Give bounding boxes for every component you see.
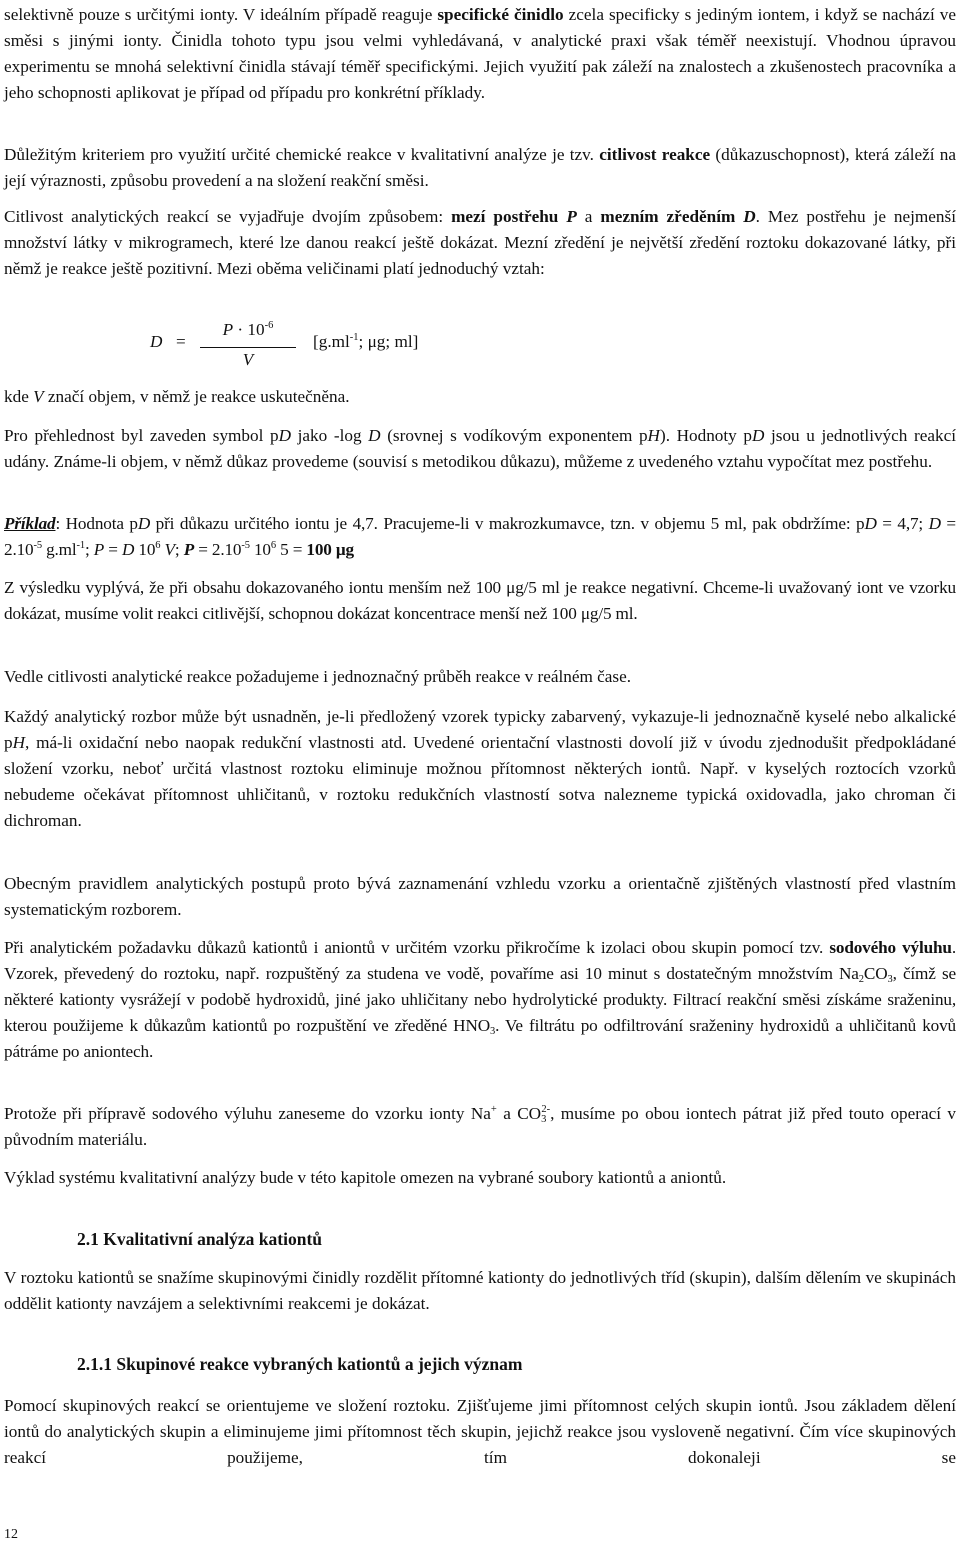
paragraph-cations: V roztoku kationtů se snažíme skupinovými činidly rozdělit přítomné kationty do jednotlivých tříd (skupin), dalším dělením ve skupinách oddělit kationty navzájem a selektivními reakcemi je dokázat. <box>4 1268 956 1313</box>
paragraph-result: Z výsledku vyplývá, že při obsahu dokazovaného iontu menším než 100 μg/5 ml je reakce negativní. Chceme-li uvažovaný iont ve vzorku dokázat, musíme volit reakci citlivější, schopnou dokázat koncentrace menší než 100 μg/5 ml. <box>4 578 956 623</box>
dilution-formula <box>150 318 570 378</box>
paragraph-detection-limit: Citlivost analytických reakcí se vyjadřuje dvojím způsobem: mezí postřehu P a mezním zředěním D. Mez postřehu je nejmenší množství látky v mikrogramech, které lze danou reakcí ještě dokázat. Mezní zředění je největší zředění roztoku dokazované látky, při němž je reakce ještě pozitivní. Mezi oběma veličinami platí jednoduchý vztah: <box>4 207 956 278</box>
paragraph-sensitivity: Důležitým kriteriem pro využití určité chemické reakce v kvalitativní analýze je tzv. citlivost reakce (důkazuschopnost), která záleží na její výraznosti, způsobu provedení a na složení reakční směsi. <box>4 145 956 190</box>
paragraph-sample-properties: Každý analytický rozbor může být usnadněn, je-li předložený vzorek typicky zabarvený, vykazuje-li jednoznačně kyselé nebo alkalické pH, má-li oxidační nebo naopak redukční vlastnosti atd. Uvedené orientační vlastnosti dovolí již v úvodu zjednodušit předpokládané složení vzorku, neboť určitá vlastnost roztoku eliminuje možnou přítomnost některých iontů. Např. v kyselých roztocích vzorků nebudeme očekávat přítomnost uhličitanů, v roztoku redukčních vlastností sotva nalezneme typická oxidovadla, jako chroman či dichroman. <box>4 707 956 830</box>
paragraph-volume-note: kde V značí objem, v němž je reakce uskutečněna. <box>4 387 350 406</box>
fraction-bar <box>200 347 296 348</box>
formula-equals: = <box>176 332 186 351</box>
section-heading-2-1: 2.1 Kvalitativní analýza kationtů <box>77 1229 323 1249</box>
paragraph-group-reactions: Pomocí skupinových reakcí se orientujeme ve složení roztoku. Zjišťujeme jimi přítomnost celých skupin iontů. Jsou základem dělení iontů do analytických skupin a eliminujeme jimi přítomnost těch skupin, jejichž reakce jsou vysloveně negativní. Čím více skupinových reakcí použijeme, tím dokonaleji se <box>4 1396 956 1467</box>
paragraph-specific-reagents: selektivně pouze s určitými ionty. V ideálním případě reaguje specifické činidlo zcela specificky s jediným iontem, i když se nachází ve směsi s jinými ionty. Činidla tohoto typu jsou velmi vyhledávaná, v analytické praxi však téměř neexistují. Vhodnou úpravou experimentu se mnohá selektivní činidla stávají téměř specifickými. Jejich využití pak záleží na znalostech a zkušenostech pracovníka a jeho schopnosti aplikovat je případ od případu pro konkrétní příklady. <box>4 5 956 102</box>
paragraph-pd-symbol: Pro přehlednost byl zaveden symbol pD jako -log D (srovnej s vodíkovým exponentem pH). Hodnoty pD jsou u jednotlivých reakcí udány. Známe-li objem, v němž důkaz provedeme (souvisí s metodikou důkazu), můžeme z uvedeného vztahu vypočítat mez postřehu. <box>4 426 956 471</box>
paragraph-general-rule: Obecným pravidlem analytických postupů proto bývá zaznamenání vzhledu vzorku a orientačně zjištěných vlastností před vlastním systematickým rozborem. <box>4 874 956 919</box>
paragraph-chapter-scope: Výklad systému kvalitativní analýzy bude v této kapitole omezen na vybrané soubory kationtů a aniontů. <box>4 1168 727 1187</box>
formula-numerator: $P \cdot 10^{-6}$ <box>222 320 274 339</box>
formula-units: [$g.ml^{-1}$; μg; ml] <box>313 332 419 351</box>
paragraph-soda-extract: Při analytickém požadavku důkazů kationtů i aniontů v určitém vzorku přikročíme k izolaci obou skupin pomocí tzv. sodového výluhu. Vzorek, převedený do roztoku, např. rozpuštěný za studena ve vodě, povaříme asi 10 minut s dostatečným množstvím $Na_2CO_3$, čímž se některé kationty vysrážejí v podobě hydroxidů, jiné jako uhličitany nebo hydrolytické produkty. Filtrací reakční směsi získáme sraženinu, kterou použijeme k důkazům kationtů po rozpuštění ve zředěné $HNO_3$. Ve filtrátu po odfiltrování sraženiny hydroxidů a uhličitanů kovů pátráme po aniontech. <box>4 938 956 1061</box>
paragraph-realtime: Vedle citlivosti analytické reakce požadujeme i jednoznačný průběh reakce v reálném čase. <box>4 667 632 686</box>
formula-lhs: D <box>150 332 163 351</box>
paragraph-ions-note: Protože při přípravě sodového výluhu zaneseme do vzorku ionty Na+ a $CO_3^{2-}$, musíme po obou iontech pátrat již před touto operací v původním materiálu. <box>4 1104 956 1149</box>
formula-denominator: V <box>242 350 254 369</box>
page-number: 12 <box>4 1527 18 1542</box>
paragraph-example: Příklad: Hodnota pD při důkazu určitého iontu je 4,7. Pracujeme-li v makrozkumavce, tzn. v objemu 5 ml, pak obdržíme: pD = 4,7; $D = 2.10^{-5}$ $g.ml^{-1}$; P = D $10^6$ V; $P = 2.10^{-5}$ $10^6$ 5 = 100 μg <box>4 514 956 559</box>
section-heading-2-1-1: 2.1.1 Skupinové reakce vybraných kationtů a jejich význam <box>77 1354 523 1374</box>
